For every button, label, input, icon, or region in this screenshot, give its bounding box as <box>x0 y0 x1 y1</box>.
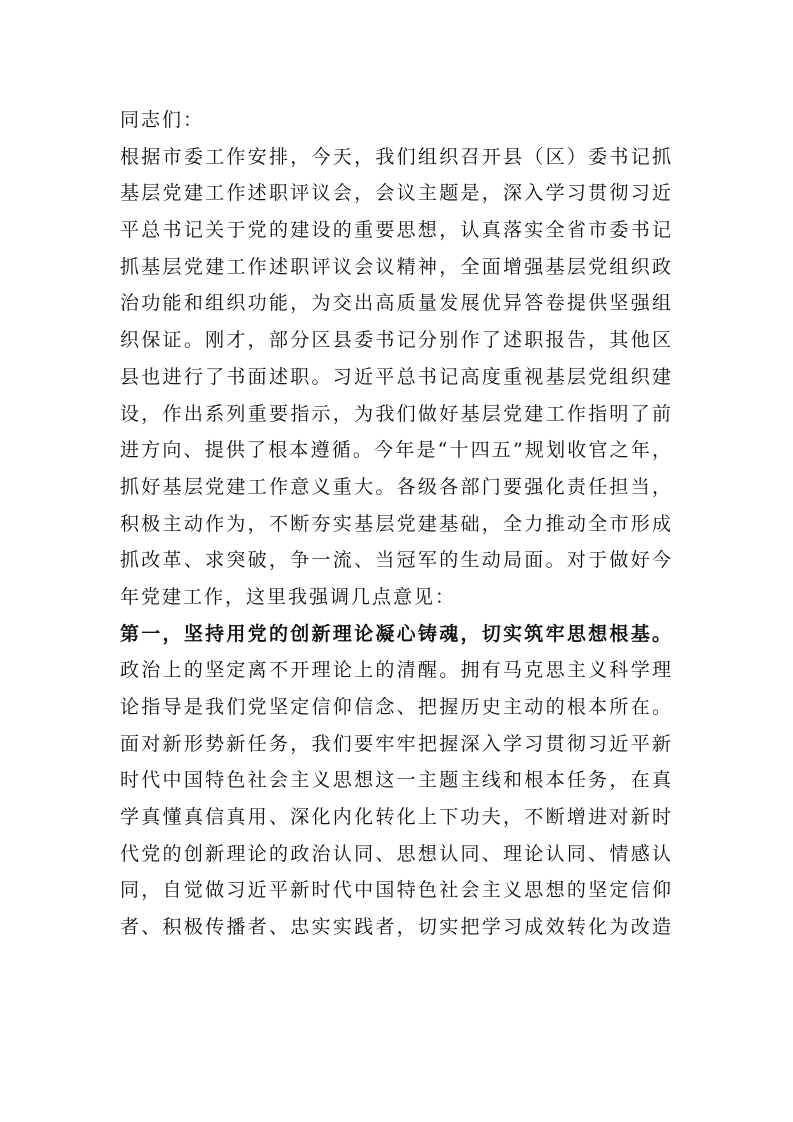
section1-line: 同，自觉做习近平新时代中国特色社会主义思想的坚定信仰 <box>120 879 673 902</box>
intro-line: 抓基层党建工作述职评议会议精神，全面增强基层党组织政 <box>120 255 673 278</box>
section1-line: 代党的创新理论的政治认同、思想认同、理论认同、情感认 <box>120 842 673 865</box>
greeting: 同志们： <box>120 109 205 131</box>
intro-line: 抓改革、求突破，争一流、当冠军的生动局面。对于做好今 <box>120 549 673 572</box>
section1-heading: 第一，坚持用党的创新理论凝心铸魂，切实筑牢思想根基。 <box>120 622 673 645</box>
intro-line: 积极主动作为，不断夯实基层党建基础，全力推动全市形成 <box>120 512 673 535</box>
section1-line: 论指导是我们党坚定信仰信念、把握历史主动的根本所在。 <box>120 696 673 718</box>
intro-line-last: 年党建工作，这里我强调几点意见： <box>120 585 457 608</box>
intro-line: 抓好基层党建工作意义重大。各级各部门要强化责任担当， <box>120 475 673 498</box>
section1-line: 时代中国特色社会主义思想这一主题主线和根本任务，在真 <box>120 769 673 792</box>
section1-line: 政治上的坚定离不开理论上的清醒。拥有马克思主义科学理 <box>120 659 673 682</box>
intro-line: 设，作出系列重要指示，为我们做好基层党建工作指明了前 <box>120 402 673 425</box>
intro-line: 县也进行了书面述职。习近平总书记高度重视基层党组织建 <box>120 365 673 388</box>
document-body <box>120 102 673 946</box>
intro-line: 治功能和组织功能，为交出高质量发展优异答卷提供坚强组 <box>120 292 673 315</box>
section1-line: 学真懂真信真用、深化内化转化上下功夫，不断增进对新时 <box>120 806 673 829</box>
intro-line: 进方向、提供了根本遵循。今年是“十四五”规划收官之年， <box>120 439 673 462</box>
intro-line: 平总书记关于党的建设的重要思想，认真落实全省市委书记 <box>120 219 673 242</box>
section1-line: 者、积极传播者、忠实实践者，切实把学习成效转化为改造 <box>120 916 673 939</box>
intro-line: 根据市委工作安排，今天，我们组织召开县（区）委书记抓 <box>120 145 673 168</box>
intro-line: 基层党建工作述职评议会，会议主题是，深入学习贯彻习近 <box>120 182 673 205</box>
section1-line: 面对新形势新任务，我们要牢牢把握深入学习贯彻习近平新 <box>120 732 673 755</box>
intro-line: 织保证。刚才，部分区县委书记分别作了述职报告，其他区 <box>120 329 673 352</box>
